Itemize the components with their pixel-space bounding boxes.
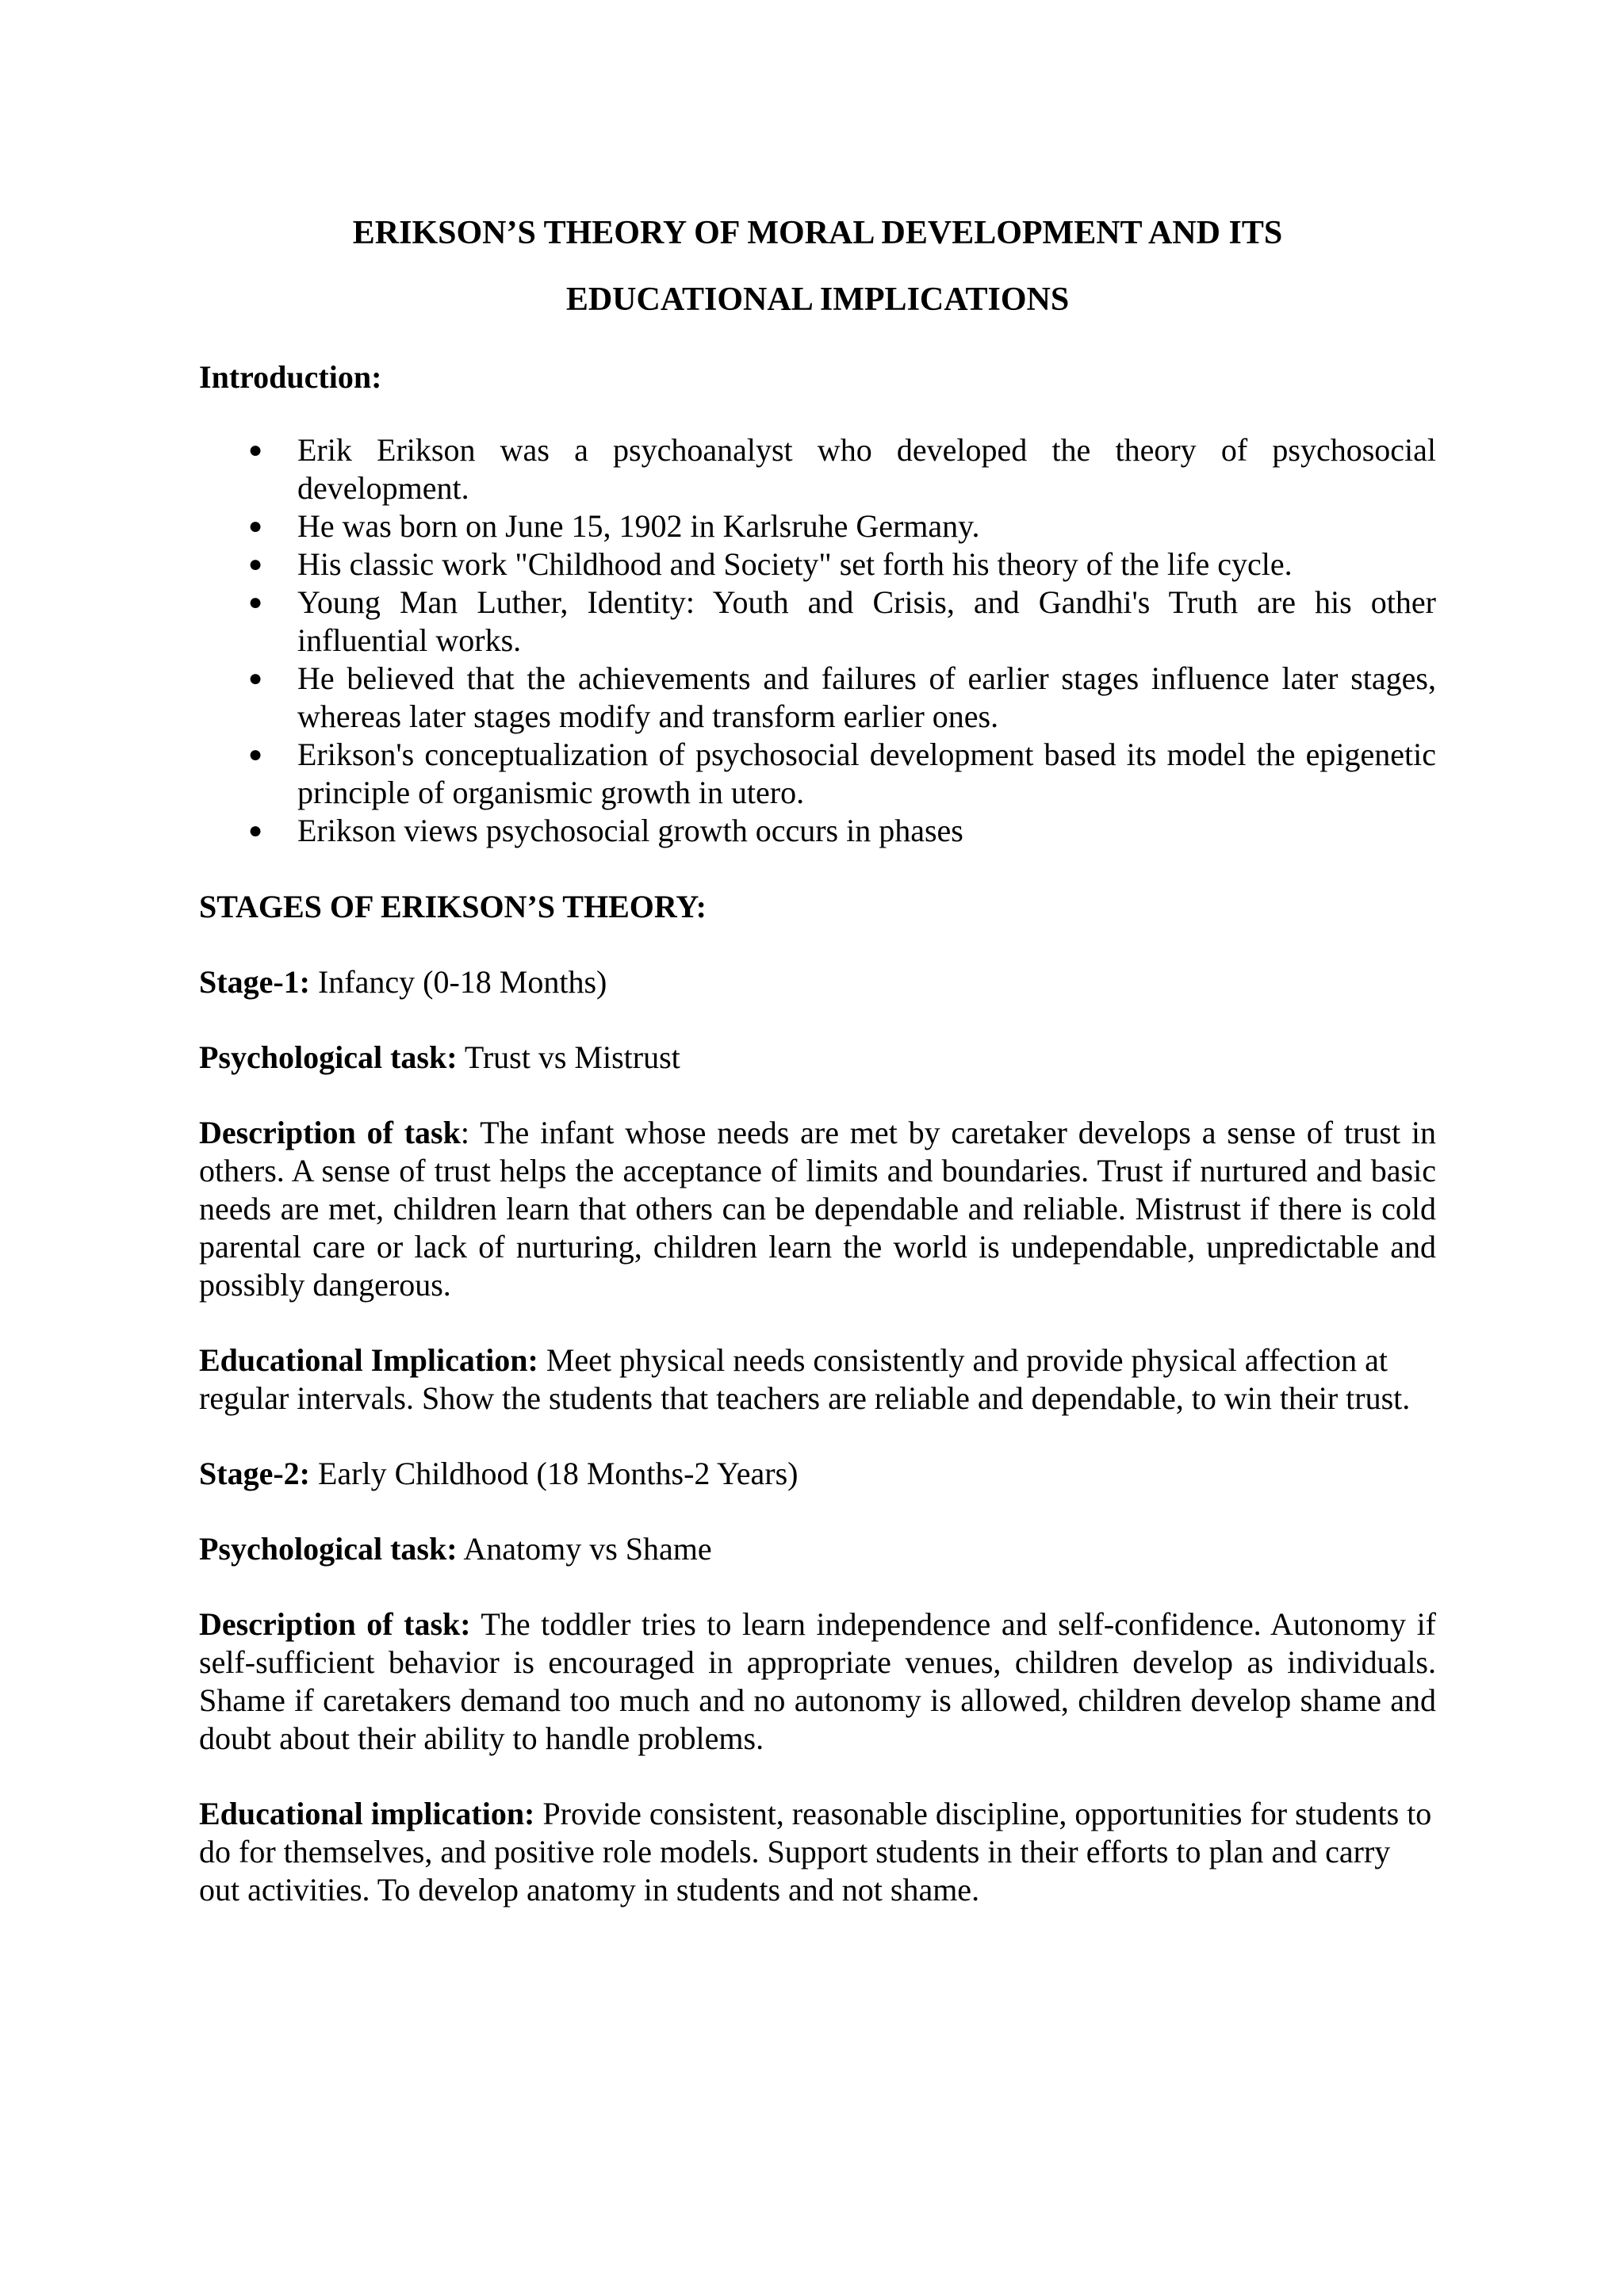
bullet-text: Young Man Luther, Identity: Youth and Crisis, and Gandhi's Truth are his other influential works. [297,584,1436,658]
stage-1-description [199,1114,1436,1304]
document-title [199,200,1436,333]
document-body [199,200,1436,1909]
list-item [199,660,1436,736]
bullet-text: Erikson views psychosocial growth occurs in phases [297,813,963,848]
bullet-text: His classic work "Childhood and Society" set forth his theory of the life cycle. [297,546,1293,582]
implication-label: Educational implication: [199,1796,535,1831]
stage-2-description [199,1605,1436,1758]
stage-label: Stage-1: [199,964,310,1000]
stage-1-psychological-task [199,1039,1436,1077]
bullet-text: Erikson's conceptualization of psychosocial development based its model the epigenetic principle of organismic growth in utero. [297,737,1436,810]
bullet-icon: ● [248,551,263,577]
bullet-icon: ● [248,665,263,691]
title-line-2: EDUCATIONAL IMPLICATIONS [565,281,1070,318]
bullet-icon: ● [248,741,263,767]
task-value: Anatomy vs Shame [457,1531,712,1567]
stage-1-educational-implication [199,1341,1436,1418]
bullet-text: He believed that the achievements and failures of earlier stages influence later stages, whereas later stages modify and transform earlier ones. [297,660,1436,734]
stage-label: Stage-2: [199,1456,310,1491]
list-item [199,545,1436,584]
title-line-1: ERIKSON’S THEORY OF MORAL DEVELOPMENT AND ITS [352,215,1283,251]
list-item [199,736,1436,812]
stage-value: Infancy (0-18 Months) [309,964,607,1000]
stage-value: Early Childhood (18 Months-2 Years) [309,1456,799,1491]
task-label: Psychological task: [199,1531,458,1567]
list-item [199,812,1436,850]
description-label: Description of task: [199,1606,471,1642]
bullet-icon: ● [248,589,263,615]
bullet-icon: ● [248,817,263,844]
bullet-icon: ● [248,513,263,539]
introduction-heading: Introduction: [199,359,382,395]
bullet-icon: ● [248,437,263,463]
description-label: Description of task [199,1115,461,1150]
description-text: The toddler tries to learn independence and self-confidence. Autonomy if self-sufficient behavior is encouraged in appropriate venues, children develop as individuals. Shame if caretakers demand too much and no autonomy is allowed, children develop shame and doubt about their ability to handle problems. [199,1606,1436,1756]
task-value: Trust vs Mistrust [457,1039,680,1075]
bullet-text: Erik Erikson was a psychoanalyst who developed the theory of psychosocial development. [297,432,1436,506]
stages-heading: STAGES OF ERIKSON’S THEORY: [199,889,707,924]
stage-2-psychological-task [199,1530,1436,1568]
stage-2-educational-implication [199,1795,1436,1909]
list-item [199,431,1436,507]
description-text: : The infant whose needs are met by caretaker develops a sense of trust in others. A sense of trust helps the acceptance of limits and boundaries. Trust if nurtured and basic needs are met, children learn that others can be dependable and reliable. Mistrust if there is cold parental care or lack of nurturing, children learn the world is undependable, unpredictable and possibly dangerous. [199,1115,1436,1303]
introduction-bullet-list [199,431,1436,850]
implication-text: Meet physical needs consistently and provide physical affection at regular intervals. Show the students that teachers are reliable and dependable, to win their trust. [199,1342,1411,1416]
list-item [199,584,1436,660]
stage-2-title [199,1455,1436,1493]
implication-label: Educational Implication: [199,1342,538,1378]
task-label: Psychological task: [199,1039,458,1075]
list-item [199,507,1436,545]
bullet-text: He was born on June 15, 1902 in Karlsruhe Germany. [297,508,980,544]
implication-text: Provide consistent, reasonable discipline, opportunities for students to do for themselves, and positive role models. Support students in their efforts to plan and carry out activities. To develop anatomy in students and not shame. [199,1796,1432,1908]
stage-1-title [199,963,1436,1001]
